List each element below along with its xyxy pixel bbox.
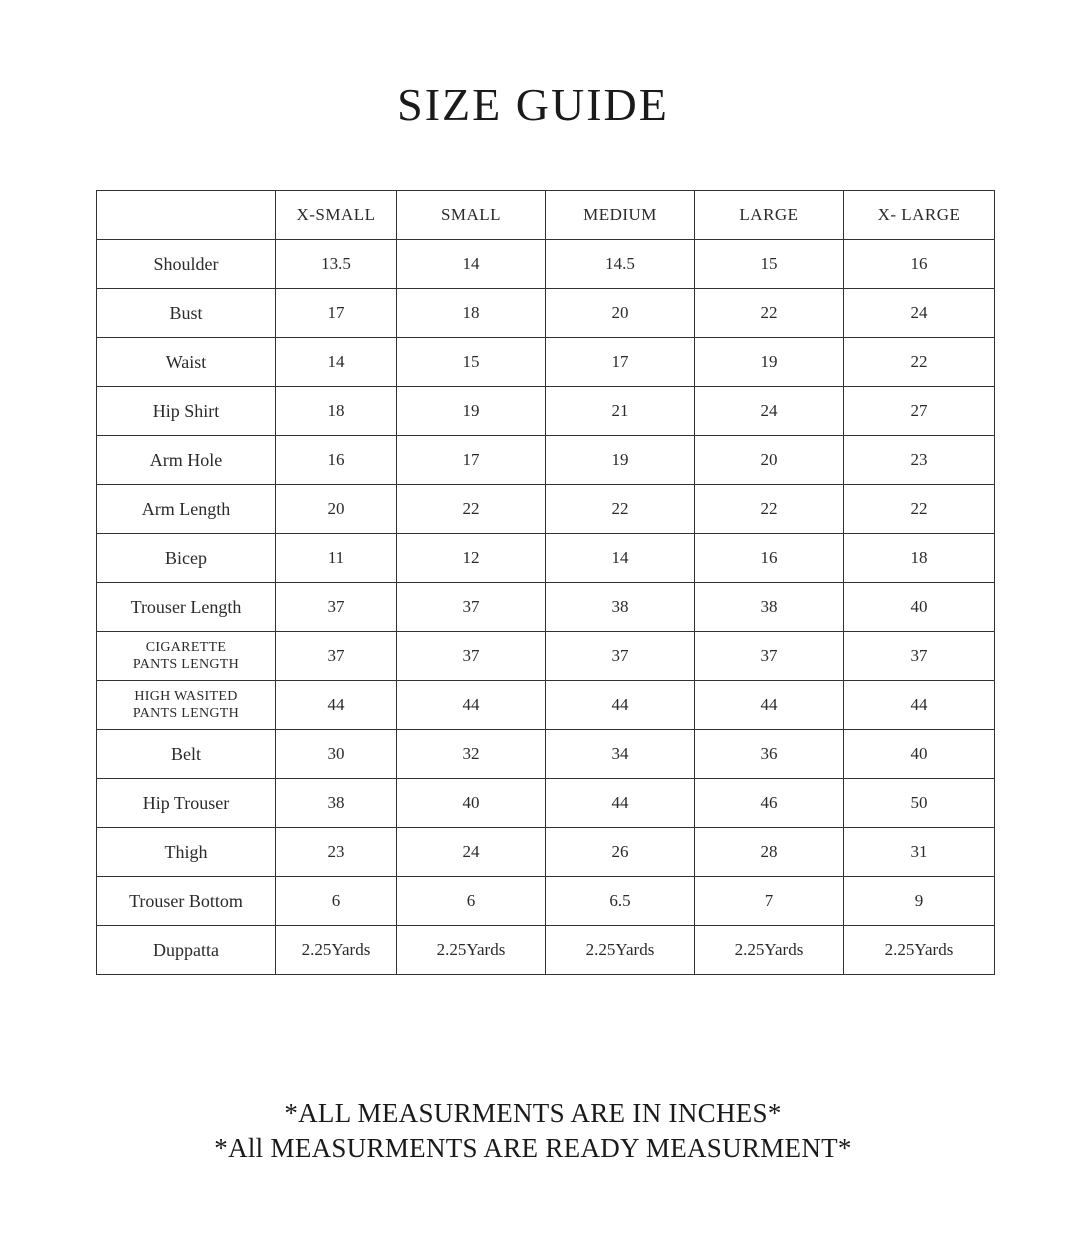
table-cell: 24 [695, 387, 844, 436]
table-cell: 31 [844, 828, 995, 877]
table-row [97, 632, 995, 681]
table-cell: 44 [844, 681, 995, 730]
row-label-line: Bicep [165, 547, 207, 568]
table-cell: 19 [546, 436, 695, 485]
size-guide-table [96, 190, 995, 975]
row-label-line: Trouser Bottom [129, 890, 243, 911]
table-cell: 15 [695, 240, 844, 289]
table-cell: 22 [844, 485, 995, 534]
row-label [97, 387, 276, 436]
table-cell: 2.25Yards [695, 926, 844, 975]
row-label [97, 877, 276, 926]
table-cell: 14 [397, 240, 546, 289]
table-cell: 44 [695, 681, 844, 730]
row-label [97, 681, 276, 730]
table-cell: 50 [844, 779, 995, 828]
page-title: SIZE GUIDE [397, 79, 669, 130]
table-cell: 44 [546, 779, 695, 828]
table-row [97, 338, 995, 387]
table-row [97, 436, 995, 485]
table-cell: 38 [276, 779, 397, 828]
table-cell: 37 [276, 583, 397, 632]
table-cell: 18 [844, 534, 995, 583]
table-row [97, 534, 995, 583]
table-row [97, 289, 995, 338]
table-cell: 17 [276, 289, 397, 338]
table-cell: 38 [695, 583, 844, 632]
header-cell-medium: MEDIUM [546, 191, 695, 240]
table-cell: 12 [397, 534, 546, 583]
table-cell: 6 [397, 877, 546, 926]
table-cell: 20 [276, 485, 397, 534]
row-label-line: Belt [171, 743, 201, 764]
table-cell: 13.5 [276, 240, 397, 289]
table-cell: 24 [397, 828, 546, 877]
row-label-line: Trouser Length [130, 596, 242, 617]
table-cell: 14.5 [546, 240, 695, 289]
table-cell: 18 [276, 387, 397, 436]
row-label-line: PANTS LENGTH [132, 706, 240, 721]
table-row [97, 926, 995, 975]
table-cell: 44 [276, 681, 397, 730]
table-cell: 23 [844, 436, 995, 485]
table-cell: 16 [844, 240, 995, 289]
table-cell: 46 [695, 779, 844, 828]
header-cell-x-large: X- LARGE [844, 191, 995, 240]
header-cell-x-small: X-SMALL [276, 191, 397, 240]
row-label [97, 926, 276, 975]
row-label [97, 730, 276, 779]
row-label [97, 632, 276, 681]
table-row [97, 779, 995, 828]
row-label [97, 828, 276, 877]
header-cell-large: LARGE [695, 191, 844, 240]
row-label [97, 485, 276, 534]
table-cell: 17 [397, 436, 546, 485]
table-cell: 16 [695, 534, 844, 583]
table-cell: 7 [695, 877, 844, 926]
row-label-line: Hip Shirt [152, 400, 220, 421]
table-cell: 30 [276, 730, 397, 779]
table-cell: 11 [276, 534, 397, 583]
table-cell: 34 [546, 730, 695, 779]
table-cell: 2.25Yards [397, 926, 546, 975]
row-label-line: PANTS LENGTH [132, 657, 240, 672]
table-cell: 22 [844, 338, 995, 387]
table-cell: 40 [397, 779, 546, 828]
row-label-line: Thigh [164, 841, 208, 862]
table-header-row [97, 191, 995, 240]
row-label [97, 534, 276, 583]
table-cell: 9 [844, 877, 995, 926]
table-cell: 21 [546, 387, 695, 436]
table-cell: 14 [276, 338, 397, 387]
table-cell: 2.25Yards [546, 926, 695, 975]
row-label-line: Duppatta [153, 939, 219, 960]
header-cell-small: SMALL [397, 191, 546, 240]
table-cell: 27 [844, 387, 995, 436]
table-cell: 26 [546, 828, 695, 877]
row-label-line: Bust [169, 302, 203, 323]
table-cell: 38 [546, 583, 695, 632]
row-label-line: Waist [165, 351, 207, 372]
table-row [97, 877, 995, 926]
table-cell: 22 [695, 485, 844, 534]
row-label [97, 240, 276, 289]
row-label [97, 436, 276, 485]
row-label [97, 338, 276, 387]
table-cell: 22 [695, 289, 844, 338]
table-cell: 37 [276, 632, 397, 681]
row-label-line: Hip Trouser [142, 792, 230, 813]
row-label [97, 779, 276, 828]
row-label-line: Arm Length [141, 498, 231, 519]
table-cell: 19 [397, 387, 546, 436]
table-row [97, 387, 995, 436]
table-cell: 37 [397, 632, 546, 681]
table-cell: 22 [546, 485, 695, 534]
table-cell: 23 [276, 828, 397, 877]
header-cell-empty [97, 191, 276, 240]
footer-note-inches: *ALL MEASURMENTS ARE IN INCHES* [284, 1098, 782, 1128]
table-cell: 16 [276, 436, 397, 485]
table-cell: 2.25Yards [276, 926, 397, 975]
table-row [97, 730, 995, 779]
table-cell: 22 [397, 485, 546, 534]
table-row [97, 485, 995, 534]
table-body [97, 240, 995, 975]
table-cell: 18 [397, 289, 546, 338]
row-label-line: Arm Hole [149, 449, 223, 470]
table-row [97, 583, 995, 632]
row-label-line: CIGARETTE [145, 640, 227, 655]
table-cell: 20 [695, 436, 844, 485]
table-cell: 14 [546, 534, 695, 583]
table-cell: 44 [546, 681, 695, 730]
table-cell: 32 [397, 730, 546, 779]
table-cell: 44 [397, 681, 546, 730]
table-cell: 20 [546, 289, 695, 338]
table-row [97, 681, 995, 730]
table-cell: 40 [844, 583, 995, 632]
table-cell: 28 [695, 828, 844, 877]
table-cell: 37 [695, 632, 844, 681]
table-cell: 15 [397, 338, 546, 387]
row-label [97, 583, 276, 632]
table-row [97, 240, 995, 289]
row-label [97, 289, 276, 338]
table-cell: 17 [546, 338, 695, 387]
table-row [97, 828, 995, 877]
row-label-line: Shoulder [153, 253, 219, 274]
table-cell: 40 [844, 730, 995, 779]
table-cell: 24 [844, 289, 995, 338]
table-cell: 6.5 [546, 877, 695, 926]
table-cell: 36 [695, 730, 844, 779]
table-cell: 37 [844, 632, 995, 681]
table-cell: 6 [276, 877, 397, 926]
row-label-line: HIGH WASITED [134, 689, 238, 704]
table-cell: 2.25Yards [844, 926, 995, 975]
footer-note-ready: *All MEASURMENTS ARE READY MEASURMENT* [214, 1133, 852, 1163]
table-cell: 37 [546, 632, 695, 681]
table-cell: 37 [397, 583, 546, 632]
table-cell: 19 [695, 338, 844, 387]
